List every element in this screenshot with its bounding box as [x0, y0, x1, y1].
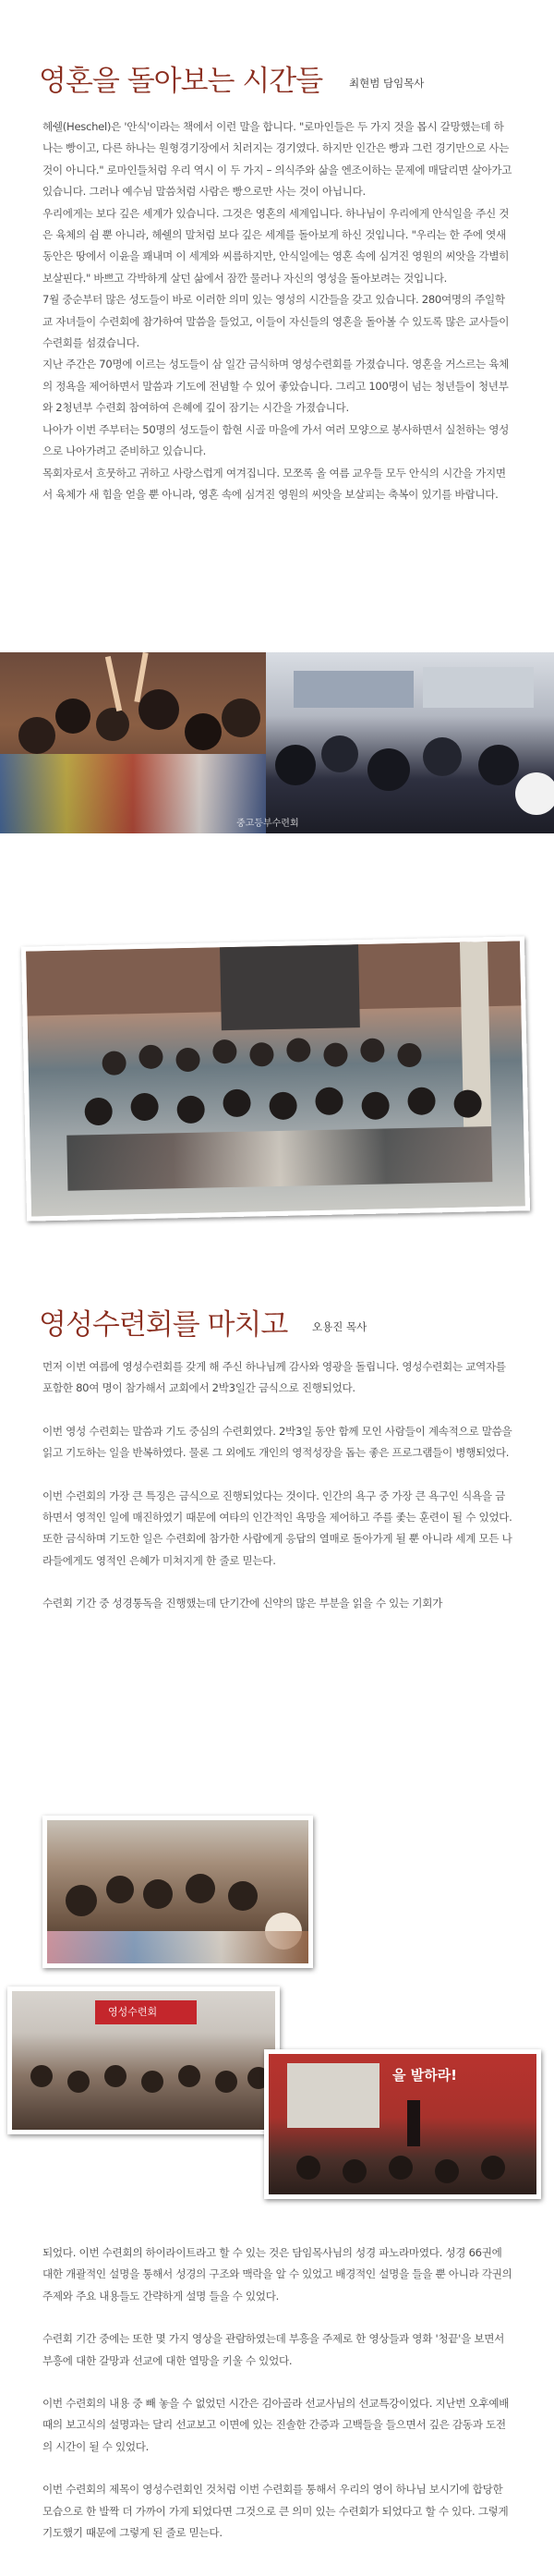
paragraph: 나아가 이번 주부터는 50명의 성도들이 함현 시골 마을에 가서 여러 모양으로 봉사하면서 실천하는 영성으로 나아가려고 준비하고 있습니다.	[42, 422, 510, 458]
paragraph: 지난 주간은 70명에 이르는 성도들이 삼 일간 금식하며 영성수련회를 가졌습니다. 영혼을 거스르는 육체의 정욕을 제어하면서 말씀과 기도에 전념할 수 있어 좋았습니다. 그리고 100명이 넘는 청년들이 청년부와 2청년부 수련회 참여하여 은혜에 깊이 잠기는 시간을 가졌습니다.	[42, 358, 510, 415]
paragraph: 7월 중순부터 많은 성도들이 바로 이러한 의미 있는 영성의 시간들을 갖고 있습니다. 280여명의 주일학교 자녀들이 수련회에 참가하여 말씀을 들었고, 이들이 자신들의 영혼을 돌아볼 수 있도록 많은 교사들이 수련회를 섬겼습니다.	[42, 293, 510, 350]
section1-body	[42, 116, 513, 505]
paragraph: 헤쉘(Heschel)은 '안식'이라는 책에서 이런 말을 합니다. "로마인들은 두 가지 것을 몹시 갈망했는데 하나는 빵이고, 다른 하나는 원형경기장에서 치러지는 경기였다. 하지만 인간은 빵과 그런 경기만으로 사는 것이 아니다." 로마인들처럼 우리 역시 이 두 가지 – 의식주와 삶을 엔조이하는 문제에 매달리면 살아가고 있습니다. 그러나 예수님 말씀처럼 사람은 빵으로만 사는 것이 아닙니다.	[42, 120, 512, 199]
paragraph: 수련회 기간 중에는 또한 몇 가지 영상을 관람하였는데 부흥을 주제로 한 영상들과 영화 '청끝'을 보면서 부흥에 대한 갈망과 선교에 대한 열망을 키울 수 있었다.	[42, 2332, 505, 2367]
section2-byline: 오용진 목사	[312, 1320, 367, 1333]
photo-youth-retreat	[266, 652, 554, 833]
photo-sanctuary	[7, 1987, 280, 2134]
photo-stage	[264, 2049, 541, 2199]
paragraph: 이번 영성 수련회는 말씀과 기도 중심의 수련회였다. 2박3일 동안 함께 모인 사람들이 계속적으로 말씀을 읽고 기도하는 일을 반복하였다. 물론 그 외에도 개인의 영적성장을 돕는 좋은 프로그램들이 병행되었다.	[42, 1424, 512, 1460]
paragraph: 이번 수련회의 제목이 영성수련회인 것처럼 이번 수련회를 통해서 우리의 영이 하나님 보시기에 합당한 모습으로 한 발짝 더 가까이 가게 되었다면 그것으로 큰 의미 있는 수련회가 되었다고 할 수 있다. 그렇게 기도했기 때문에 그렇게 된 줄로 믿는다.	[42, 2483, 509, 2540]
section2-body-continued	[42, 2242, 513, 2544]
section2-title: 영성수련회를 마치고	[39, 1308, 288, 1342]
paragraph: 되었다. 이번 수련회의 하이라이트라고 할 수 있는 것은 담임목사님의 성경 파노라마였다. 성경 66권에 대한 개괄적인 설명을 통해서 성경의 구조와 맥락을 알 수 있었고 배경적인 설명을 들을 뿐 아니라 각권의 주제와 주요 내용들도 간략하게 설명 들을 수 있었다.	[42, 2246, 512, 2303]
banner-text: 영성수련회	[108, 2006, 158, 2018]
paragraph: 이번 수련회의 내용 중 빼 놓을 수 없었던 시간은 김아골라 선교사님의 선교특강이었다. 지난번 오후예배 때의 보고식의 설명과는 달리 선교보고 이면에 있는 진솔한 간증과 고백들을 들으면서 깊은 감동과 도전의 시간이 될 수 있었다.	[42, 2397, 510, 2453]
paragraph: 우리에게는 보다 깊은 세계가 있습니다. 그것은 영혼의 세계입니다. 하나님이 우리에게 안식일을 주신 것은 육체의 쉼 뿐 아니라, 헤쉘의 말처럼 보다 깊은 세계를 돌아보게 하신 것입니다. "우리는 한 주에 엿새 동안은 땅에서 이윤을 꽤내며 이 세계와 씨름하지만, 안식일에는 영혼 속에 심겨진 영원의 씨앗을 각별히 보살핀다." 바쁘고 각박하게 살던 삶에서 잠깐 물러나 자신의 영성을 돌아보려는 것입니다.	[42, 206, 510, 285]
section1-title: 영혼을 돌아보는 시간들	[39, 65, 323, 98]
section2-body	[42, 1356, 513, 1615]
photo-caption: 중고등부수련회	[236, 819, 299, 829]
photo-youth-worship	[0, 652, 266, 833]
photo-congregation	[42, 1816, 313, 1968]
section1-byline: 최현범 담임목사	[349, 77, 425, 90]
paragraph: 먼저 이번 여름에 영성수련회를 갖게 해 주신 하나님께 감사와 영광을 돌립니다. 영성수련회는 교역자를 포함한 80여 명이 참가해서 교회에서 2박3일간 금식으로 진행되었다.	[42, 1360, 506, 1395]
paragraph: 이번 수련회의 가장 큰 특징은 금식으로 진행되었다는 것이다. 인간의 욕구 중 가장 큰 욕구인 식욕을 금하면서 영적인 일에 매진하였기 때문에 여타의 인간적인 욕망을 제어하고 주를 좇는 훈련이 될 수 있었다. 또한 금식하며 기도한 일은 수련회에 참가한 사람에게 응답의 열매로 돌아가게 될 뿐 아니라 세계 모든 나라들에게도 영적인 은혜가 미쳐지게 한 줄로 믿는다.	[42, 1488, 512, 1567]
photo-group	[21, 936, 530, 1221]
paragraph: 목회자로서 흐뭇하고 귀하고 사랑스럽게 여겨집니다. 모쪼록 올 여름 교우들 모두 안식의 시간을 가지면서 육체가 새 힘을 얻을 뿐 아니라, 영혼 속에 심겨진 영원의 씨앗을 보살피는 축복이 있기를 바랍니다.	[42, 466, 506, 501]
banner-text: 을 발하라!	[392, 2067, 458, 2084]
paragraph: 수련회 기간 중 성경통독을 진행했는데 단기간에 신약의 많은 부분을 읽을 수 있는 기회가	[42, 1597, 443, 1610]
